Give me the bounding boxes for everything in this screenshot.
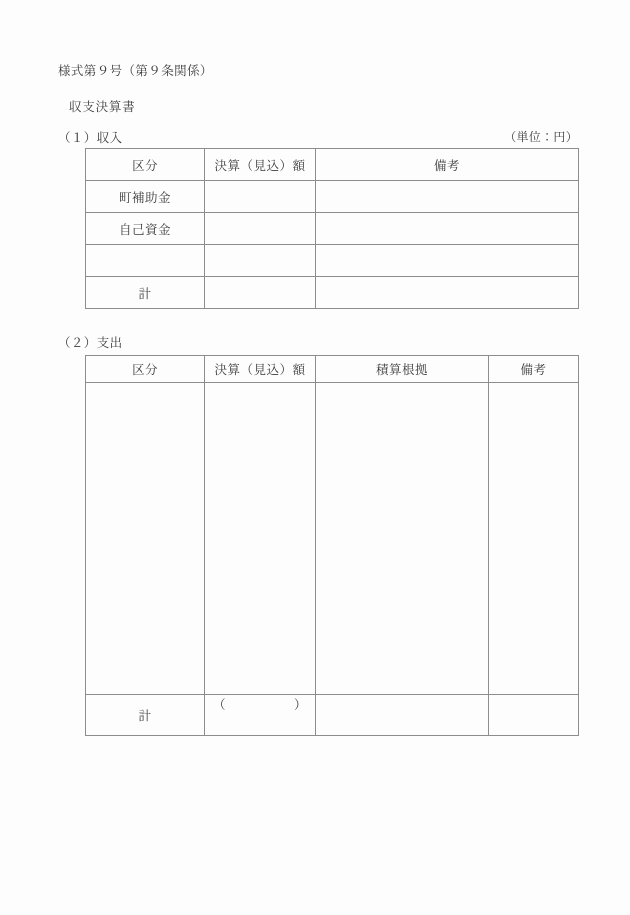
column-header-basis: 積算根拠 bbox=[316, 356, 489, 383]
unit-note: （単位：円） bbox=[504, 130, 578, 144]
table-row bbox=[86, 181, 579, 213]
cell-total-remarks[interactable] bbox=[489, 695, 579, 736]
cell-kubun-blank[interactable] bbox=[86, 245, 205, 277]
cell-kubun-entry[interactable] bbox=[86, 383, 205, 695]
section-label-income: （１）収入 bbox=[58, 130, 123, 145]
cell-amount-entry[interactable] bbox=[205, 383, 316, 695]
column-header-kubun: 区分 bbox=[86, 149, 205, 181]
cell-basis-entry[interactable] bbox=[316, 383, 489, 695]
table-row bbox=[86, 245, 579, 277]
cell-remarks[interactable] bbox=[316, 213, 579, 245]
cell-remarks[interactable] bbox=[316, 181, 579, 213]
row-label-total: 計 bbox=[86, 277, 205, 309]
row-label-total: 計 bbox=[86, 695, 205, 736]
table-row bbox=[86, 383, 579, 695]
column-header-amount: 決算（見込）額 bbox=[205, 149, 316, 181]
table-row bbox=[86, 213, 579, 245]
table-total-row bbox=[86, 695, 579, 736]
row-label-town-subsidy: 町補助金 bbox=[86, 181, 205, 213]
page-title: 収支決算書 bbox=[69, 99, 136, 114]
column-header-amount: 決算（見込）額 bbox=[205, 356, 316, 383]
cell-total-amount[interactable] bbox=[205, 277, 316, 309]
table-header-row bbox=[86, 356, 579, 383]
income-table bbox=[85, 148, 579, 309]
table-header-row bbox=[86, 149, 579, 181]
close-paren: ） bbox=[293, 697, 307, 712]
cell-amount[interactable] bbox=[205, 245, 316, 277]
open-paren: （ bbox=[213, 697, 227, 712]
paren-placeholder bbox=[213, 699, 307, 712]
cell-amount[interactable] bbox=[205, 213, 316, 245]
cell-total-amount[interactable] bbox=[205, 695, 316, 736]
cell-remarks[interactable] bbox=[316, 245, 579, 277]
cell-amount[interactable] bbox=[205, 181, 316, 213]
cell-total-basis[interactable] bbox=[316, 695, 489, 736]
form-number: 様式第９号（第９条関係） bbox=[58, 63, 213, 78]
row-label-own-funds: 自己資金 bbox=[86, 213, 205, 245]
section-label-expense: （２）支出 bbox=[58, 335, 123, 350]
cell-remarks-entry[interactable] bbox=[489, 383, 579, 695]
column-header-remarks: 備考 bbox=[316, 149, 579, 181]
column-header-remarks: 備考 bbox=[489, 356, 579, 383]
expense-table bbox=[85, 355, 579, 736]
cell-total-remarks[interactable] bbox=[316, 277, 579, 309]
column-header-kubun: 区分 bbox=[86, 356, 205, 383]
table-total-row bbox=[86, 277, 579, 309]
